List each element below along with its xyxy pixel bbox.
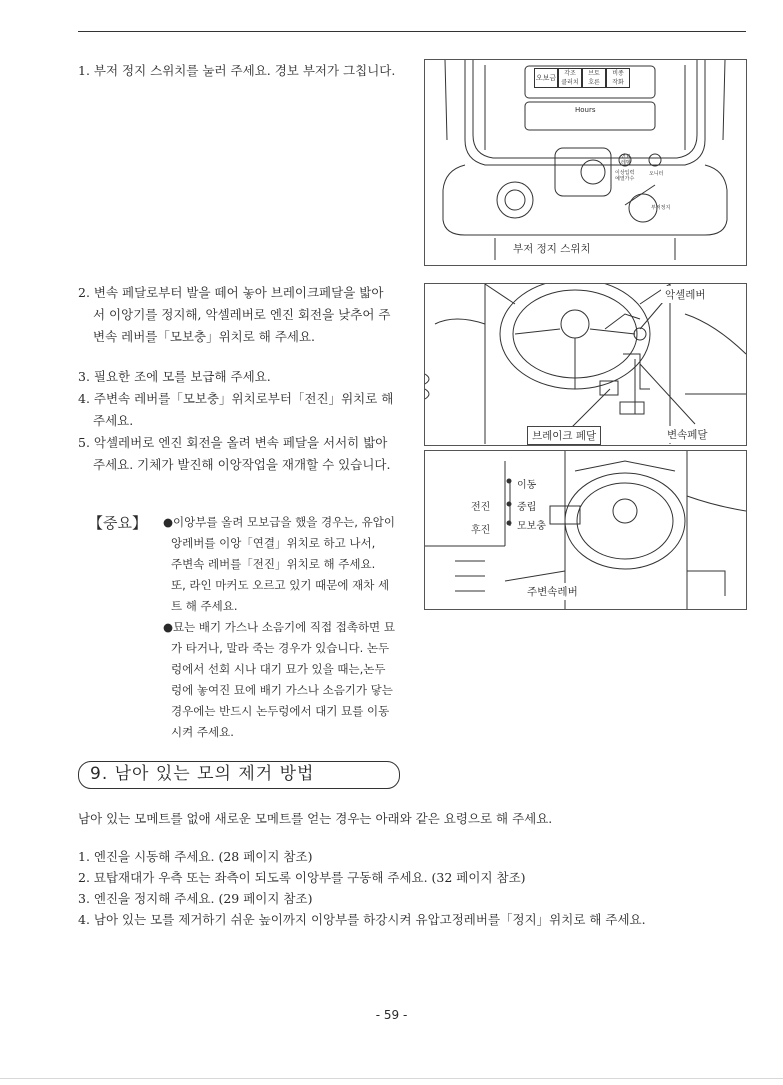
section9-step-2: 2. 묘탑재대가 우측 또는 좌측이 되도록 이앙부를 구동해 주세요. (32 페이지 참조) bbox=[78, 870, 526, 885]
important-bullet-1 bbox=[163, 512, 395, 617]
section9-step-1: 1. 엔진을 시동해 주세요. (28 페이지 참조) bbox=[78, 849, 313, 864]
panel-button-4: 비종 작화 bbox=[606, 68, 630, 88]
panel-button-2: 각조 클러치 bbox=[558, 68, 582, 88]
panel-button-1: 오보금 bbox=[534, 68, 558, 88]
panel-button-3: 브토 호른 bbox=[582, 68, 606, 88]
step-4-line2: 주세요. bbox=[93, 413, 134, 428]
important-bullet-1-line: 주변속 레버를「전진」위치로 해 주세요. bbox=[171, 557, 376, 571]
step-1: 1. 부저 정지 스위치를 눌러 주세요. 경보 부저가 그칩니다. bbox=[78, 63, 396, 78]
step-4-line1: 4. 주변속 레버를「모보충」위치로부터「전진」위치로 해 bbox=[78, 391, 394, 406]
figure-control-panel bbox=[424, 59, 747, 266]
accel-lever-callout: 악셀레버 bbox=[661, 286, 710, 303]
important-bullet-1-line: 또, 라인 마커도 오르고 있기 때문에 재차 세 bbox=[171, 578, 390, 592]
step-5-line1: 5. 악셀레버로 엔진 회전을 올려 변속 페달을 서서히 밟아 bbox=[78, 435, 388, 450]
important-bullet-2-line: 경우에는 반드시 논두렁에서 대기 묘를 이동 bbox=[171, 704, 390, 718]
important-bullet-2-line: 가 타거나, 말라 죽는 경우가 있습니다. 논두 bbox=[171, 641, 390, 655]
control-panel-illustration bbox=[425, 60, 746, 265]
important-bullet-1-line: 트 해 주세요. bbox=[171, 599, 238, 613]
shift-pedal-callout: 변속페달 bbox=[663, 426, 712, 443]
step-5-line2: 주세요. 기체가 발진해 이앙작업을 재개할 수 있습니다. bbox=[93, 457, 391, 472]
lever-pos-refill: 모보충 bbox=[517, 521, 546, 532]
lever-pos-neutral: 중립 bbox=[517, 502, 537, 513]
bottom-rule bbox=[0, 1078, 783, 1079]
important-bullet-2 bbox=[163, 617, 395, 743]
lever-label-reverse: 후진 bbox=[471, 525, 491, 536]
important-bullet-2-line: ●묘는 배기 가스나 소음기에 직접 접촉하면 묘 bbox=[163, 620, 395, 634]
preheat-label: 이상입력 예열가수 bbox=[615, 170, 635, 182]
brake-pedal-callout: 브레이크 페달 bbox=[527, 426, 601, 445]
section9-step-4: 4. 남아 있는 모를 제거하기 쉬운 높이까지 이앙부를 하강시켜 유압고정레버를「정지」위치로 해 주세요. bbox=[78, 912, 646, 927]
step-2-line1: 2. 변속 페달로부터 발을 떼어 놓아 브레이크페달을 밟아 bbox=[78, 285, 384, 300]
lever-pos-move: 이동 bbox=[517, 480, 537, 491]
main-lever-callout: 주변속레버 bbox=[523, 583, 582, 600]
figure-main-lever bbox=[424, 450, 747, 610]
page-number: - 59 - bbox=[375, 1008, 408, 1022]
fuel-level-label: 연료 레벨 bbox=[621, 154, 631, 166]
monitor-label: 오니터 bbox=[649, 171, 664, 177]
step-2-line3: 변속 레버를「모보충」위치로 해 주세요. bbox=[93, 329, 316, 344]
hours-label: Hours bbox=[575, 106, 596, 114]
lever-label-forward: 전진 bbox=[471, 502, 491, 513]
step-2-line2: 서 이앙기를 정지해, 악셀레버로 엔진 회전을 낮추어 주 bbox=[93, 307, 391, 322]
important-bullet-2-line: 시켜 주세요. bbox=[171, 725, 234, 739]
pedals-illustration bbox=[425, 284, 746, 445]
section-heading: 9. 남아 있는 모의 제거 방법 bbox=[90, 764, 315, 784]
section9-step-3: 3. 엔진을 정지해 주세요. (29 페이지 참조) bbox=[78, 891, 313, 906]
important-bullet-2-line: 렁에서 선회 시나 대기 묘가 있을 때는,논두 bbox=[171, 662, 386, 676]
important-bullet-1-line: ●이앙부를 올려 모보급을 했을 경우는, 유압이 bbox=[163, 515, 395, 529]
top-rule bbox=[78, 31, 746, 32]
figure-pedals bbox=[424, 283, 747, 446]
important-bullet-2-line: 렁에 놓여진 묘에 배기 가스나 소음기가 닿는 bbox=[171, 683, 393, 697]
important-bullet-1-line: 앙레버를 이앙「연결」위치로 하고 나서, bbox=[171, 536, 376, 550]
buzzer-stop-label: 부저정지 bbox=[651, 205, 671, 211]
important-label: 【중요】 bbox=[88, 514, 147, 532]
buzzer-stop-callout: 부저 정지 스위치 bbox=[509, 240, 595, 257]
step-3: 3. 필요한 조에 모를 보급해 주세요. bbox=[78, 369, 271, 384]
section9-intro: 남아 있는 모메트를 없애 새로운 모메트를 얻는 경우는 아래와 같은 요령으로 해 주세요. bbox=[78, 811, 553, 826]
